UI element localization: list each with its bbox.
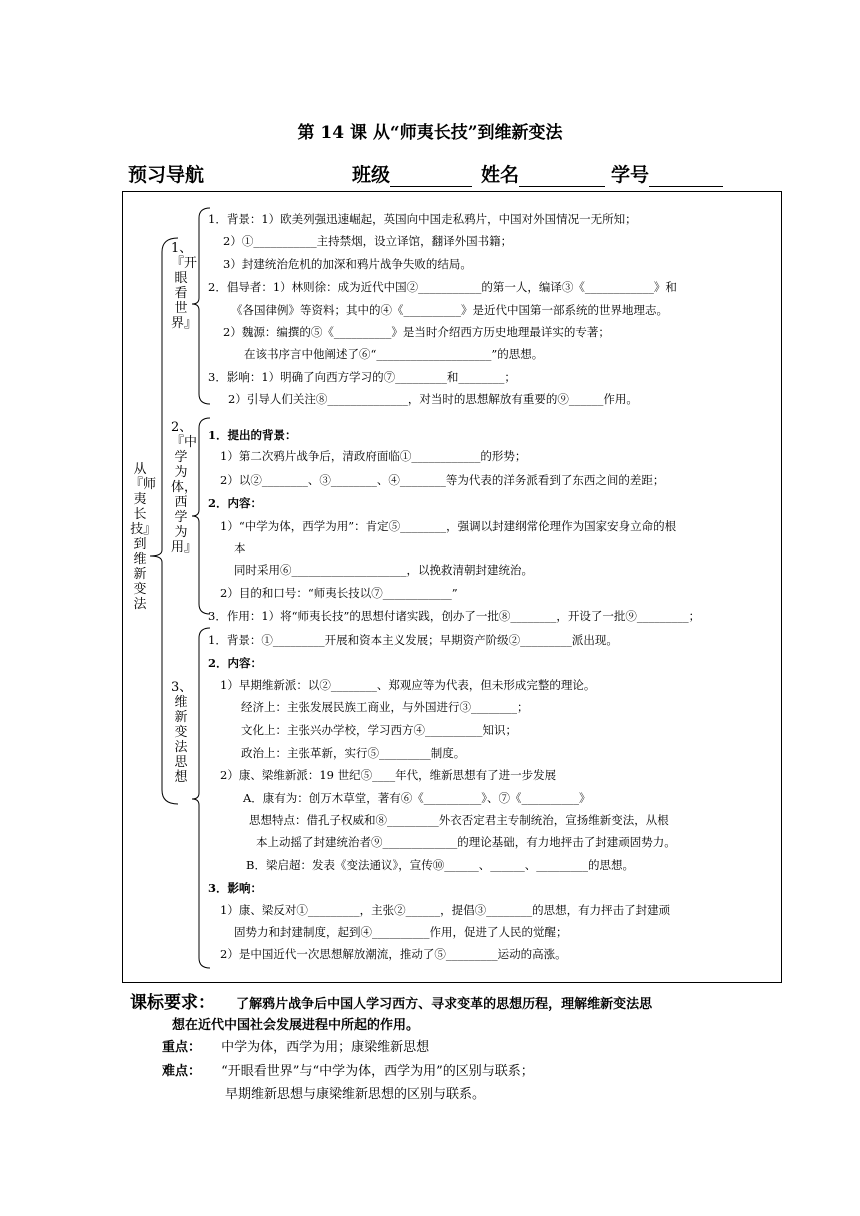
text-line: 2）目的和口号：“师夷长技以⑦____________”	[220, 586, 458, 600]
difficulty-text-2: 早期维新思想与康梁维新思想的区别与联系。	[225, 1087, 486, 1102]
requirements-line-1	[130, 988, 652, 1013]
number-label: 学号	[611, 164, 650, 186]
text-line: 1）早期维新派：以②________、郑观应等为代表，但未形成完整的理论。	[220, 678, 596, 692]
requirements-label: 课标要求：	[130, 993, 215, 1013]
text-line: 1）第二次鸦片战争后，清政府面临①____________的形势；	[220, 449, 527, 463]
text-line: 思想特点：借孔子权威和⑧_________外衣否定君主专制统治，宣扬维新变法，从根	[249, 813, 669, 827]
text-line: 在该书序言中他阐述了⑥“____________________”的思想。	[244, 347, 544, 361]
section-3-label: 3、维新变法思想	[171, 680, 193, 785]
text-line: 本	[234, 541, 246, 555]
name-label: 姓名	[481, 164, 520, 186]
text-line: 1．背景：①_________开展和资本主义发展；早期资产阶级②_________派出现。	[208, 633, 618, 647]
text-line: 同时采用⑥____________________，以挽救清朝封建统治。	[234, 563, 533, 577]
difficulty-label: 难点：	[162, 1064, 202, 1079]
text-line: 文化上：主张兴办学校，学习西方④__________知识；	[241, 723, 517, 737]
text-line: 1．背景：1）欧美列强迅速崛起，英国向中国走私鸦片，中国对外国情况一无所知；	[208, 212, 637, 226]
text-line: 1）“中学为体，西学为用”：肯定⑤________，强调以封建纲常伦理作为国家安身立命的根	[220, 519, 677, 533]
preview-label: 预习导航	[128, 164, 205, 186]
key-point-row	[162, 1036, 429, 1055]
text-line: 本上动摇了封建统治者⑨_____________的理论基础，有力地抨击了封建顽固势力。	[256, 835, 676, 849]
text-line: 经济上：主张发展民族工商业，与外国进行③________；	[241, 700, 529, 714]
difficulty-row	[162, 1060, 534, 1079]
text-line: 2．倡导者：1）林则徐：成为近代中国②___________的第一人，编译③《____________》和	[208, 280, 677, 294]
main-topic-label: 从『师夷长技』到维新变法	[130, 462, 157, 612]
text-line: 《各国律例》等资料；其中的④《__________》是近代中国第一部系统的世界地理志。	[231, 303, 668, 317]
text-line: 政治上：主张革新，实行⑤_________制度。	[241, 746, 466, 760]
text-line: 3．影响：1）明确了向西方学习的⑦_________和________；	[208, 370, 516, 384]
text-line: 2）①___________主持禁烟，设立译馆，翻译外国书籍；	[223, 234, 513, 248]
section-1-label: 1、『开眼看世界』	[171, 241, 198, 331]
text-line: 1．提出的背景：	[208, 428, 297, 442]
text-line: 2）是中国近代一次思想解放潮流，推动了⑤_________运动的高涨。	[220, 947, 567, 961]
key-point-text: 中学为体，西学为用；康梁维新思想	[221, 1040, 430, 1055]
text-line: B．梁启超：发表《变法通议》，宣传⑩______、______、_________的思想。	[246, 858, 634, 872]
text-line: 2）以②________、③________、④________等为代表的洋务派看到了东西之间的差距；	[220, 473, 665, 487]
page-title: 第 14 课 从“师夷长技”到维新变法	[297, 123, 563, 143]
class-label: 班级	[352, 164, 391, 186]
text-line: 固势力和封建制度，起到④__________作用，促进了人民的觉醒；	[234, 925, 568, 939]
section-2-label: 2、『中学为体，西学为用』	[171, 420, 198, 555]
text-line: A．康有为：创万木草堂，著有⑥《__________》、⑦《__________》	[243, 791, 591, 805]
text-line: 2）康、梁维新派：19 世纪⑤____年代，维新思想有了进一步发展	[220, 768, 557, 782]
difficulty-text: “开眼看世界”与“中学为体，西学为用”的区别与联系；	[221, 1064, 534, 1079]
text-line: 3．作用：1）将“师夷长技”的思想付诸实践，创办了一批⑧________，开设了一批⑨_________；	[208, 609, 701, 623]
text-line: 1）康、梁反对①_________，主张②______，提倡③________的思想，有力抨击了封建顽	[220, 903, 671, 917]
requirements-text-2: 想在近代中国社会发展进程中所起的作用。	[172, 1018, 420, 1033]
text-line: 2）引导人们关注⑧______________，对当时的思想解放有重要的⑨______作用。	[228, 392, 638, 406]
text-line: 3．影响：	[208, 881, 263, 895]
text-line: 2．内容：	[208, 496, 263, 510]
text-line: 3）封建统治危机的加深和鸦片战争失败的结局。	[223, 257, 472, 271]
text-line: 2．内容：	[208, 656, 263, 670]
requirements-text: 了解鸦片战争后中国人学习西方、寻求变革的思想历程，理解维新变法思	[236, 997, 653, 1012]
text-line: 2）魏源：编撰的⑤《__________》是当时介绍西方历史地理最详实的专著；	[223, 325, 610, 339]
key-point-label: 重点：	[162, 1040, 202, 1055]
